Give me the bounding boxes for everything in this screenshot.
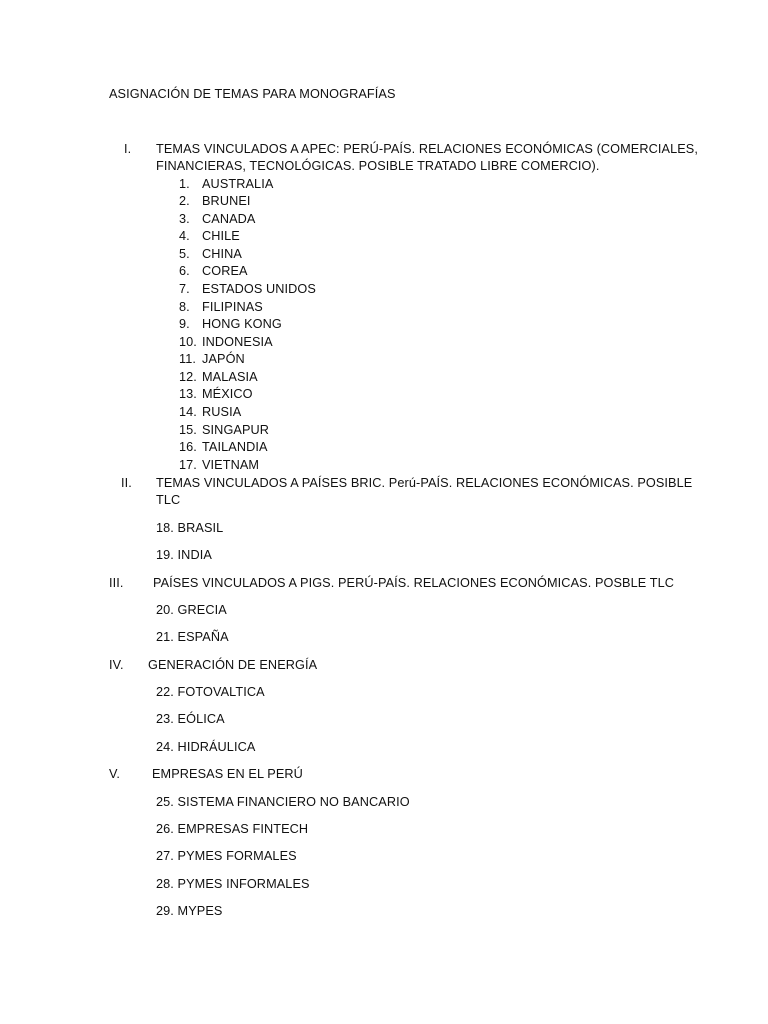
list-item: 28. PYMES INFORMALES	[156, 877, 310, 891]
section-3-heading: PAÍSES VINCULADOS A PIGS. PERÚ-PAÍS. RELACIONES ECONÓMICAS. POSBLE TLC	[153, 576, 674, 590]
list-item: FILIPINAS	[202, 300, 263, 314]
list-item-number: 15.	[179, 423, 197, 437]
list-item: 26. EMPRESAS FINTECH	[156, 822, 309, 836]
document-title: ASIGNACIÓN DE TEMAS PARA MONOGRAFÍAS	[109, 87, 396, 101]
list-item: 25. SISTEMA FINANCIERO NO BANCARIO	[156, 795, 410, 809]
section-2-heading-line-2: TLC	[156, 493, 181, 507]
list-item-number: 13.	[179, 387, 197, 401]
list-item: CHINA	[202, 247, 242, 261]
section-1-numeral: I.	[124, 142, 132, 156]
list-item-number: 2.	[179, 194, 190, 208]
list-item-number: 6.	[179, 264, 190, 278]
list-item: 21. ESPAÑA	[156, 630, 229, 644]
list-item: JAPÓN	[202, 352, 245, 366]
section-1-heading-line-2: FINANCIERAS, TECNOLÓGICAS. POSIBLE TRATADO LIBRE COMERCIO).	[156, 159, 600, 173]
list-item-number: 17.	[179, 458, 197, 472]
list-item-number: 9.	[179, 317, 190, 331]
list-item: MÉXICO	[202, 387, 253, 401]
section-4-heading: GENERACIÓN DE ENERGÍA	[148, 658, 318, 672]
list-item: SINGAPUR	[202, 423, 270, 437]
list-item: AUSTRALIA	[202, 177, 274, 191]
list-item-number: 4.	[179, 229, 190, 243]
list-item: 27. PYMES FORMALES	[156, 849, 297, 863]
list-item-number: 1.	[179, 177, 190, 191]
list-item-number: 12.	[179, 370, 197, 384]
list-item: TAILANDIA	[202, 440, 268, 454]
list-item-number: 7.	[179, 282, 190, 296]
list-item: BRUNEI	[202, 194, 251, 208]
list-item-number: 5.	[179, 247, 190, 261]
list-item-number: 14.	[179, 405, 197, 419]
list-item: 29. MYPES	[156, 904, 223, 918]
list-item: 18. BRASIL	[156, 521, 224, 535]
list-item: ESTADOS UNIDOS	[202, 282, 316, 296]
section-3-numeral: III.	[109, 576, 124, 590]
list-item: MALASIA	[202, 370, 258, 384]
list-item-number: 8.	[179, 300, 190, 314]
section-5-heading: EMPRESAS EN EL PERÚ	[152, 767, 303, 781]
list-item-number: 3.	[179, 212, 190, 226]
section-5-numeral: V.	[109, 767, 121, 781]
list-item: INDONESIA	[202, 335, 273, 349]
list-item: RUSIA	[202, 405, 242, 419]
section-1-heading-line-1: TEMAS VINCULADOS A APEC: PERÚ-PAÍS. RELACIONES ECONÓMICAS (COMERCIALES,	[156, 142, 698, 156]
list-item: HONG KONG	[202, 317, 282, 331]
section-2-numeral: II.	[121, 476, 132, 490]
list-item: 20. GRECIA	[156, 603, 227, 617]
list-item-number: 10.	[179, 335, 197, 349]
section-2-heading-line-1: TEMAS VINCULADOS A PAÍSES BRIC. Perú-PAÍS. RELACIONES ECONÓMICAS. POSIBLE	[156, 476, 693, 490]
list-item-number: 11.	[179, 352, 196, 366]
list-item: 23. EÓLICA	[156, 712, 225, 726]
list-item: 19. INDIA	[156, 548, 212, 562]
section-4-numeral: IV.	[109, 658, 124, 672]
list-item: VIETNAM	[202, 458, 260, 472]
list-item: 22. FOTOVALTICA	[156, 685, 265, 699]
list-item: 24. HIDRÁULICA	[156, 740, 256, 754]
list-item-number: 16.	[179, 440, 197, 454]
list-item: CHILE	[202, 229, 240, 243]
list-item: COREA	[202, 264, 248, 278]
list-item: CANADA	[202, 212, 256, 226]
